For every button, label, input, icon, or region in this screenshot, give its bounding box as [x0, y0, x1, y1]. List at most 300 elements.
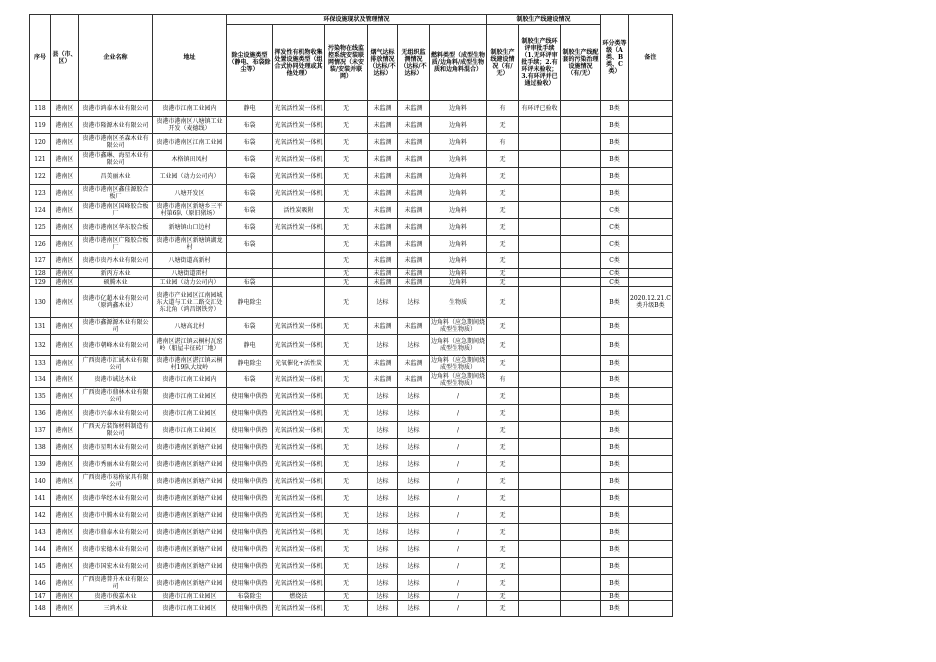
- cell-grade: B类: [601, 524, 629, 541]
- table-row: [30, 524, 673, 541]
- cell-seq: 141: [30, 490, 51, 507]
- cell-glue: 无: [487, 287, 519, 318]
- cell-gluepol: [561, 592, 601, 601]
- cell-fugitive: 达标: [398, 575, 430, 592]
- cell-company: 贵港市港南区广隆胶合板厂: [79, 236, 153, 253]
- cell-flue: 未监测: [368, 253, 398, 269]
- cell-remark: [629, 202, 673, 219]
- cell-fuel: 边角料: [430, 134, 487, 151]
- cell-company: 贵港市中腾木业有限公司: [79, 507, 153, 524]
- cell-grade: B类: [601, 101, 629, 117]
- cell-gluepol: [561, 541, 601, 558]
- cell-voc: 光氧活性炭一体机: [273, 507, 325, 524]
- cell-remark: [629, 236, 673, 253]
- cell-glue: 无: [487, 422, 519, 439]
- table-row: [30, 318, 673, 335]
- cell-eia: [519, 473, 561, 490]
- cell-fuel: 边角料: [430, 168, 487, 185]
- table-row: [30, 356, 673, 372]
- table-row: [30, 490, 673, 507]
- cell-dust: 布袋除尘: [227, 592, 273, 601]
- cell-online: 无: [325, 541, 368, 558]
- cell-gluepol: [561, 388, 601, 405]
- cell-voc: [273, 278, 325, 287]
- cell-eia: [519, 335, 561, 356]
- cell-dust: 布袋: [227, 185, 273, 202]
- cell-dust: 使用集中供热: [227, 507, 273, 524]
- cell-gluepol: [561, 287, 601, 318]
- cell-gluepol: [561, 151, 601, 168]
- cell-fugitive: 未监测: [398, 202, 430, 219]
- cell-company: 贵港市港南区华东胶合板: [79, 219, 153, 236]
- cell-seq: 138: [30, 439, 51, 456]
- cell-voc: 光氧活性炭一体机: [273, 558, 325, 575]
- cell-gluepol: [561, 134, 601, 151]
- cell-remark: [629, 490, 673, 507]
- cell-fugitive: 未监测: [398, 278, 430, 287]
- cell-glue: 无: [487, 541, 519, 558]
- cell-address: 八塘高北村: [153, 318, 227, 335]
- cell-seq: 146: [30, 575, 51, 592]
- cell-remark: [629, 168, 673, 185]
- cell-flue: 达标: [368, 601, 398, 617]
- cell-grade: B类: [601, 151, 629, 168]
- cell-glue: 无: [487, 388, 519, 405]
- cell-glue: 无: [487, 575, 519, 592]
- cell-grade: B类: [601, 388, 629, 405]
- cell-grade: B类: [601, 592, 629, 601]
- cell-remark: [629, 278, 673, 287]
- cell-remark: 2020.12.21.C类升级B类: [629, 287, 673, 318]
- cell-fuel: /: [430, 439, 487, 456]
- cell-flue: 未监测: [368, 219, 398, 236]
- cell-grade: B类: [601, 287, 629, 318]
- cell-flue: 达标: [368, 473, 398, 490]
- cell-fuel: /: [430, 601, 487, 617]
- header-voc-type: 挥发性有机物收集处置设施类型（组合式协同处理或其他处理）: [273, 25, 325, 101]
- cell-eia: [519, 318, 561, 335]
- cell-fuel: 边角料: [430, 202, 487, 219]
- table-row: [30, 117, 673, 134]
- cell-fugitive: 达标: [398, 524, 430, 541]
- cell-voc: 光氧活性炭一体机: [273, 101, 325, 117]
- cell-address: 贵港市江南工业园内: [153, 372, 227, 388]
- cell-voc: 光氧活性炭一体机: [273, 601, 325, 617]
- cell-eia: [519, 524, 561, 541]
- cell-flue: 达标: [368, 287, 398, 318]
- cell-voc: [273, 269, 325, 278]
- cell-fuel: 边角料: [430, 269, 487, 278]
- cell-fugitive: 未监测: [398, 168, 430, 185]
- cell-remark: [629, 151, 673, 168]
- cell-remark: [629, 388, 673, 405]
- cell-dust: 使用集中供热: [227, 490, 273, 507]
- cell-glue: 无: [487, 202, 519, 219]
- cell-dust: [227, 253, 273, 269]
- cell-voc: 活性炭吸附: [273, 202, 325, 219]
- cell-county: 港南区: [51, 592, 79, 601]
- table-row: [30, 101, 673, 117]
- cell-voc: 光氧活性炭一体机: [273, 388, 325, 405]
- cell-flue: 达标: [368, 592, 398, 601]
- cell-grade: B类: [601, 134, 629, 151]
- cell-address: 贵港市港南区新塘镇湖龙村: [153, 236, 227, 253]
- cell-online: 无: [325, 236, 368, 253]
- cell-remark: [629, 558, 673, 575]
- cell-fugitive: 达标: [398, 601, 430, 617]
- cell-remark: [629, 335, 673, 356]
- cell-grade: B类: [601, 117, 629, 134]
- cell-voc: 光氧活性炭一体机: [273, 541, 325, 558]
- cell-remark: [629, 592, 673, 601]
- cell-glue: 无: [487, 117, 519, 134]
- cell-dust: 布袋: [227, 134, 273, 151]
- cell-address: 贵港市港南区新塘产业园: [153, 473, 227, 490]
- cell-online: 无: [325, 524, 368, 541]
- cell-remark: [629, 575, 673, 592]
- cell-voc: 光氧活性炭一体机: [273, 456, 325, 473]
- header-glue-eia: 制胶生产线环评审批手续（1.无环评审批手续；2.有环评未验收；3.有环评并已通过验收）: [519, 25, 561, 101]
- cell-voc: [273, 253, 325, 269]
- cell-company: 贵港市朝峰木业有限公司: [79, 335, 153, 356]
- cell-eia: [519, 253, 561, 269]
- cell-seq: 129: [30, 278, 51, 287]
- cell-gluepol: [561, 318, 601, 335]
- cell-company: 贵港市贵丹木业有限公司: [79, 253, 153, 269]
- cell-company: 广西天方装饰材料制造有限公司: [79, 422, 153, 439]
- cell-eia: 有环评已验收: [519, 101, 561, 117]
- cell-dust: 布袋: [227, 168, 273, 185]
- table-row: [30, 601, 673, 617]
- cell-dust: 静电: [227, 101, 273, 117]
- cell-company: 贵港市港南区国峰胶合板厂: [79, 202, 153, 219]
- cell-remark: [629, 405, 673, 422]
- cell-remark: [629, 185, 673, 202]
- cell-flue: 未监测: [368, 202, 398, 219]
- cell-grade: B类: [601, 405, 629, 422]
- cell-company: 硕腾木业: [79, 278, 153, 287]
- cell-online: 无: [325, 356, 368, 372]
- table-row: [30, 151, 673, 168]
- cell-grade: B类: [601, 558, 629, 575]
- cell-seq: 140: [30, 473, 51, 490]
- table-row: [30, 287, 673, 318]
- cell-seq: 127: [30, 253, 51, 269]
- cell-dust: 布袋: [227, 372, 273, 388]
- table-row: [30, 202, 673, 219]
- table-row: [30, 134, 673, 151]
- cell-seq: 120: [30, 134, 51, 151]
- cell-remark: [629, 541, 673, 558]
- cell-voc: 燃烧法: [273, 592, 325, 601]
- table-row: [30, 507, 673, 524]
- cell-fuel: 边角料: [430, 219, 487, 236]
- cell-voc: 光氧活性炭一体机: [273, 405, 325, 422]
- cell-fugitive: 未监测: [398, 356, 430, 372]
- cell-voc: 光氧活性炭一体机: [273, 219, 325, 236]
- cell-county: 港南区: [51, 601, 79, 617]
- table-header: [30, 15, 673, 101]
- cell-glue: 有: [487, 134, 519, 151]
- cell-seq: 134: [30, 372, 51, 388]
- cell-address: 贵港市港南区新塘产业园: [153, 575, 227, 592]
- cell-fugitive: 达标: [398, 507, 430, 524]
- cell-seq: 130: [30, 287, 51, 318]
- cell-online: 无: [325, 422, 368, 439]
- table-row: [30, 388, 673, 405]
- cell-remark: [629, 117, 673, 134]
- cell-online: 无: [325, 456, 368, 473]
- cell-online: 无: [325, 219, 368, 236]
- cell-gluepol: [561, 558, 601, 575]
- cell-online: 无: [325, 253, 368, 269]
- cell-county: 港南区: [51, 253, 79, 269]
- cell-eia: [519, 405, 561, 422]
- cell-online: 无: [325, 101, 368, 117]
- cell-grade: B类: [601, 541, 629, 558]
- cell-seq: 131: [30, 318, 51, 335]
- cell-eia: [519, 185, 561, 202]
- cell-county: 港南区: [51, 422, 79, 439]
- cell-fuel: /: [430, 422, 487, 439]
- cell-fuel: 边角料: [430, 185, 487, 202]
- table-row: [30, 541, 673, 558]
- header-seq: 序号: [30, 15, 51, 101]
- cell-county: 港南区: [51, 356, 79, 372]
- enterprise-table: [29, 14, 673, 617]
- cell-eia: [519, 592, 561, 601]
- table-row: [30, 219, 673, 236]
- cell-eia: [519, 151, 561, 168]
- cell-eia: [519, 439, 561, 456]
- cell-gluepol: [561, 185, 601, 202]
- cell-remark: [629, 439, 673, 456]
- cell-flue: 未监测: [368, 236, 398, 253]
- cell-fugitive: 达标: [398, 473, 430, 490]
- cell-flue: 未监测: [368, 356, 398, 372]
- cell-address: 贵港市江南工业园区: [153, 422, 227, 439]
- cell-eia: [519, 278, 561, 287]
- header-county: 县（市、区）: [51, 15, 79, 101]
- cell-flue: 达标: [368, 388, 398, 405]
- cell-eia: [519, 507, 561, 524]
- cell-eia: [519, 269, 561, 278]
- cell-gluepol: [561, 473, 601, 490]
- cell-glue: 无: [487, 456, 519, 473]
- cell-company: 贵港市隆源木业有限公司: [79, 117, 153, 134]
- cell-seq: 145: [30, 558, 51, 575]
- cell-gluepol: [561, 278, 601, 287]
- cell-flue: 未监测: [368, 372, 398, 388]
- cell-seq: 118: [30, 101, 51, 117]
- cell-dust: 静电除尘: [227, 287, 273, 318]
- cell-online: 无: [325, 117, 368, 134]
- cell-dust: 布袋: [227, 236, 273, 253]
- cell-company: 贵港市鑫源源木业有限公司: [79, 318, 153, 335]
- cell-grade: B类: [601, 473, 629, 490]
- cell-company: 贵港市港南区鑫佳源胶合板厂: [79, 185, 153, 202]
- cell-fuel: /: [430, 473, 487, 490]
- cell-glue: 无: [487, 253, 519, 269]
- cell-county: 港南区: [51, 236, 79, 253]
- cell-flue: 达标: [368, 439, 398, 456]
- cell-fugitive: 达标: [398, 456, 430, 473]
- table-row: [30, 372, 673, 388]
- cell-fuel: 边角料（应急期间烧成型生物质）: [430, 335, 487, 356]
- cell-fugitive: 达标: [398, 490, 430, 507]
- cell-county: 港南区: [51, 439, 79, 456]
- header-online-monitor: 污染物在线监控系统安装联网情况（未安装/安装并联网）: [325, 25, 368, 101]
- cell-company: 贵港市秀丽木业有限公司: [79, 456, 153, 473]
- cell-eia: [519, 601, 561, 617]
- cell-seq: 144: [30, 541, 51, 558]
- cell-voc: 光氧活性炭一体机: [273, 422, 325, 439]
- table-row: [30, 575, 673, 592]
- cell-dust: 布袋: [227, 151, 273, 168]
- header-address: 地址: [153, 15, 227, 101]
- cell-eia: [519, 541, 561, 558]
- cell-flue: 达标: [368, 335, 398, 356]
- cell-fugitive: 未监测: [398, 219, 430, 236]
- cell-dust: 布袋: [227, 278, 273, 287]
- cell-online: 无: [325, 134, 368, 151]
- cell-fugitive: 未监测: [398, 134, 430, 151]
- cell-dust: 使用集中供热: [227, 388, 273, 405]
- cell-seq: 126: [30, 236, 51, 253]
- cell-eia: [519, 202, 561, 219]
- cell-fuel: /: [430, 592, 487, 601]
- cell-eia: [519, 490, 561, 507]
- header-env-group: 环保设施现状及管理情况: [227, 15, 487, 25]
- cell-grade: C类: [601, 202, 629, 219]
- cell-county: 港南区: [51, 269, 79, 278]
- cell-gluepol: [561, 253, 601, 269]
- cell-dust: 使用集中供热: [227, 541, 273, 558]
- cell-flue: 未监测: [368, 318, 398, 335]
- table-row: [30, 335, 673, 356]
- cell-remark: [629, 507, 673, 524]
- cell-dust: [227, 269, 273, 278]
- cell-glue: 无: [487, 524, 519, 541]
- cell-gluepol: [561, 507, 601, 524]
- cell-online: 无: [325, 575, 368, 592]
- cell-grade: B类: [601, 490, 629, 507]
- cell-company: 贵港市星明木业有限公司: [79, 439, 153, 456]
- cell-gluepol: [561, 439, 601, 456]
- cell-flue: 达标: [368, 575, 398, 592]
- cell-company: 广西贵港市易格家具有限公司: [79, 473, 153, 490]
- cell-voc: 光氧催化+活性炭: [273, 356, 325, 372]
- cell-company: 贵港市亿超木业有限公司（原鸿鑫木业）: [79, 287, 153, 318]
- cell-county: 港南区: [51, 541, 79, 558]
- cell-dust: 静电: [227, 335, 273, 356]
- cell-address: 贵港市港南区新塘产业园: [153, 524, 227, 541]
- cell-fugitive: 未监测: [398, 236, 430, 253]
- cell-address: 贵港市港南区江南工业园: [153, 134, 227, 151]
- header-flue-gas: 烟气达标排放情况（达标/不达标）: [368, 25, 398, 101]
- cell-grade: B类: [601, 601, 629, 617]
- cell-grade: B类: [601, 335, 629, 356]
- cell-flue: 达标: [368, 405, 398, 422]
- cell-glue: 无: [487, 473, 519, 490]
- cell-fugitive: 未监测: [398, 269, 430, 278]
- cell-county: 港南区: [51, 117, 79, 134]
- cell-voc: 光氧活性炭一体机: [273, 473, 325, 490]
- cell-eia: [519, 422, 561, 439]
- cell-glue: 无: [487, 185, 519, 202]
- cell-county: 港南区: [51, 456, 79, 473]
- cell-county: 港南区: [51, 524, 79, 541]
- cell-glue: 无: [487, 356, 519, 372]
- cell-gluepol: [561, 575, 601, 592]
- cell-fuel: /: [430, 575, 487, 592]
- cell-grade: B类: [601, 439, 629, 456]
- cell-online: 无: [325, 473, 368, 490]
- cell-seq: 123: [30, 185, 51, 202]
- cell-address: 贵港市港南区新塘产业园: [153, 507, 227, 524]
- cell-flue: 未监测: [368, 278, 398, 287]
- cell-flue: 达标: [368, 524, 398, 541]
- cell-seq: 132: [30, 335, 51, 356]
- cell-voc: 光氧活性炭一体机: [273, 335, 325, 356]
- header-glue-pollution: 制胶生产线配套的污染治理设施情况（有/无）: [561, 25, 601, 101]
- cell-grade: B类: [601, 185, 629, 202]
- cell-gluepol: [561, 335, 601, 356]
- cell-fugitive: 达标: [398, 558, 430, 575]
- cell-seq: 133: [30, 356, 51, 372]
- cell-fuel: /: [430, 558, 487, 575]
- cell-county: 港南区: [51, 405, 79, 422]
- cell-dust: 使用集中供热: [227, 439, 273, 456]
- cell-company: 贵港市鑫琳、海星木业有限公司: [79, 151, 153, 168]
- cell-dust: 静电除尘: [227, 356, 273, 372]
- cell-seq: 121: [30, 151, 51, 168]
- cell-dust: 布袋: [227, 117, 273, 134]
- cell-seq: 125: [30, 219, 51, 236]
- cell-company: 贵港市鼎泰木业有限公司: [79, 524, 153, 541]
- cell-company: 三鸿木业: [79, 601, 153, 617]
- cell-eia: [519, 134, 561, 151]
- cell-dust: 布袋: [227, 318, 273, 335]
- cell-remark: [629, 219, 673, 236]
- table-row: [30, 185, 673, 202]
- cell-county: 港南区: [51, 278, 79, 287]
- cell-dust: 使用集中供热: [227, 456, 273, 473]
- cell-gluepol: [561, 219, 601, 236]
- header-has-glue-line: 制胶生产线建设情况（有/无）: [487, 25, 519, 101]
- cell-fugitive: 达标: [398, 405, 430, 422]
- cell-county: 港南区: [51, 473, 79, 490]
- cell-gluepol: [561, 524, 601, 541]
- cell-grade: B类: [601, 356, 629, 372]
- cell-gluepol: [561, 356, 601, 372]
- cell-glue: 无: [487, 219, 519, 236]
- cell-gluepol: [561, 117, 601, 134]
- cell-company: 贵港市港南区圣森木业有限公司: [79, 134, 153, 151]
- cell-seq: 119: [30, 117, 51, 134]
- cell-company: 贵港市诚达木业: [79, 372, 153, 388]
- cell-glue: 无: [487, 439, 519, 456]
- cell-flue: 未监测: [368, 134, 398, 151]
- cell-voc: 光氧活性炭一体机: [273, 151, 325, 168]
- cell-seq: 143: [30, 524, 51, 541]
- cell-company: 新丙方木业: [79, 269, 153, 278]
- cell-online: 无: [325, 601, 368, 617]
- cell-online: 无: [325, 405, 368, 422]
- cell-fugitive: 达标: [398, 592, 430, 601]
- cell-county: 港南区: [51, 388, 79, 405]
- cell-remark: [629, 101, 673, 117]
